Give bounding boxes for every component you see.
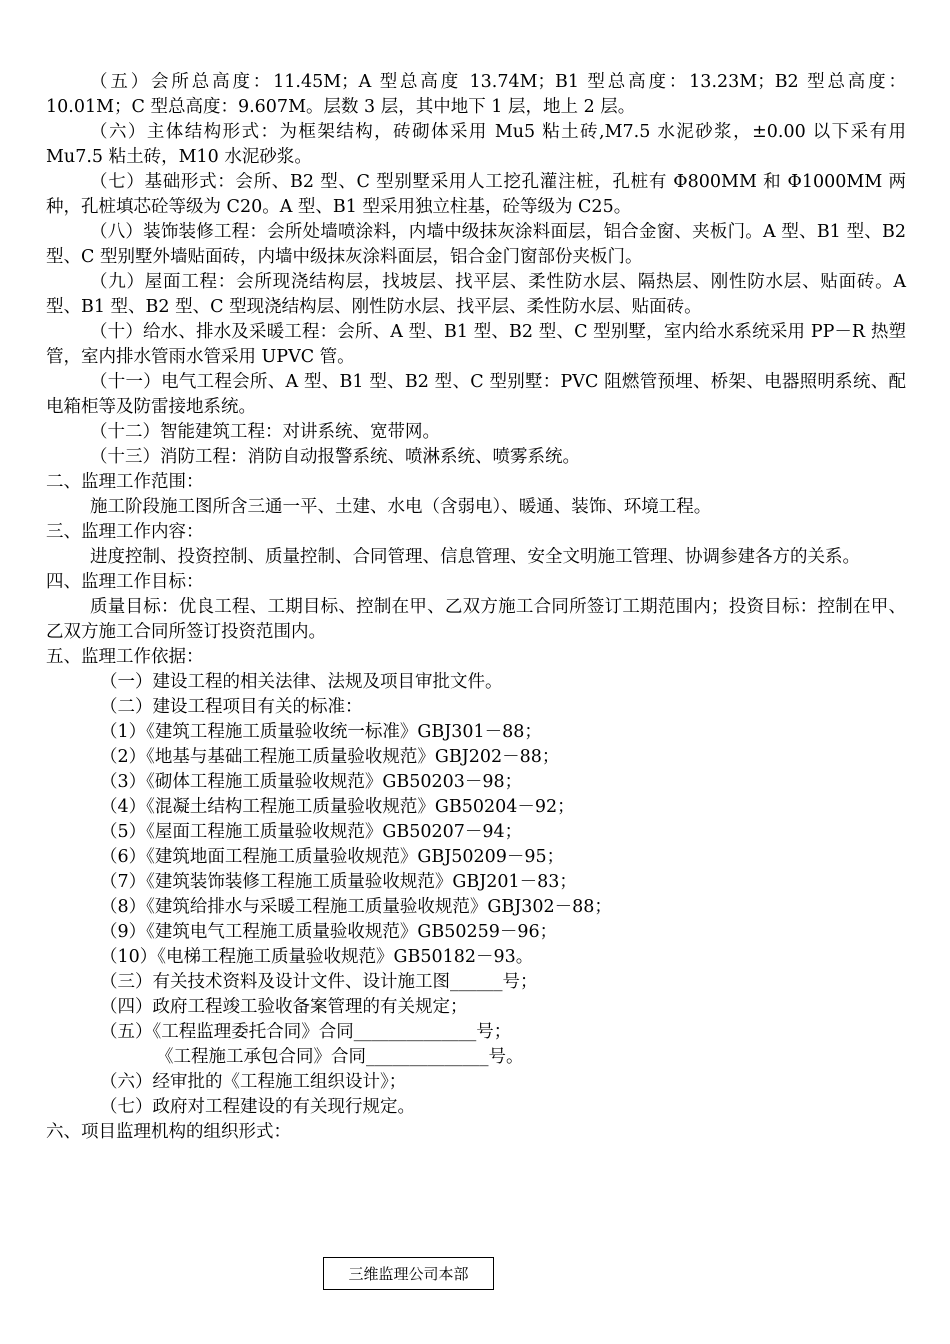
paragraph: （10）《电梯工程施工质量验收规范》GB50182－93。 xyxy=(100,947,534,967)
paragraph: （八）装饰装修工程：会所处墙喷涂料，内墙中级抹灰涂料面层，铝合金窗、夹板门。A 型、B1 型、B2 型、C 型别墅外墙贴面砖，内墙中级抹灰涂料面层，铝合金门窗部份夹板门。 xyxy=(46,222,906,267)
paragraph: （8）《建筑给排水与采暖工程施工质量验收规范》GBJ302－88； xyxy=(100,897,612,917)
section-heading: 二、监理工作范围： xyxy=(46,472,204,492)
paragraph: （十三）消防工程：消防自动报警系统、喷淋系统、喷雾系统。 xyxy=(90,447,580,467)
paragraph: 施工阶段施工图所含三通一平、土建、水电（含弱电）、暖通、装饰、环境工程。 xyxy=(90,497,712,517)
document-body xyxy=(46,70,906,1145)
paragraph: （1）《建筑工程施工质量验收统一标准》GBJ301－88； xyxy=(100,722,542,742)
org-chart-top-box xyxy=(323,1257,494,1290)
paragraph: （4）《混凝土结构工程施工质量验收规范》GB50204－92； xyxy=(100,797,575,817)
paragraph: （二）建设工程项目有关的标准： xyxy=(100,697,363,717)
paragraph: （七）基础形式：会所、B2 型、C 型别墅采用人工挖孔灌注桩，孔桩有 Φ800MM 和 Φ1000MM 两种，孔桩填芯砼等级为 C20。A 型、B1 型采用独立柱基，砼等级为 C25。 xyxy=(46,172,906,217)
paragraph: （十）给水、排水及采暖工程：会所、A 型、B1 型、B2 型、C 型别墅，室内给水系统采用 PP－R 热塑管，室内排水管雨水管采用 UPVC 管。 xyxy=(46,322,906,367)
paragraph: （四）政府工程竣工验收备案管理的有关规定； xyxy=(100,997,468,1017)
paragraph: （7）《建筑装饰装修工程施工质量验收规范》GBJ201－83； xyxy=(100,872,577,892)
paragraph: （9）《建筑电气工程施工质量验收规范》GB50259－96； xyxy=(100,922,558,942)
paragraph: （六）经审批的《工程施工组织设计》； xyxy=(100,1072,407,1092)
paragraph: （5）《屋面工程施工质量验收规范》GB50207－94； xyxy=(100,822,523,842)
paragraph: （五）会所总高度：11.45M；A 型总高度 13.74M；B1 型总高度：13.23M；B2 型总高度：10.01M；C 型总高度：9.607M。层数 3 层，其中地下 1 层，地上 2 层。 xyxy=(46,72,906,117)
paragraph: （七）政府对工程建设的有关现行规定。 xyxy=(100,1097,415,1117)
section-heading: 三、监理工作内容： xyxy=(46,522,204,542)
section-heading: 六、项目监理机构的组织形式： xyxy=(46,1122,291,1142)
paragraph: 质量目标：优良工程、工期目标、控制在甲、乙双方施工合同所签订工期范围内；投资目标：控制在甲、乙双方施工合同所签订投资范围内。 xyxy=(46,597,906,642)
paragraph: （十一）电气工程会所、A 型、B1 型、B2 型、C 型别墅：PVC 阻燃管预埋、桥架、电器照明系统、配电箱柜等及防雷接地系统。 xyxy=(46,372,906,417)
paragraph: 进度控制、投资控制、质量控制、合同管理、信息管理、安全文明施工管理、协调参建各方的关系。 xyxy=(90,547,860,567)
section-heading: 五、监理工作依据： xyxy=(46,647,204,667)
paragraph: （十二）智能建筑工程：对讲系统、宽带网。 xyxy=(90,422,440,442)
paragraph: （九）屋面工程：会所现浇结构层，找坡层、找平层、柔性防水层、隔热层、刚性防水层、贴面砖。A 型、B1 型、B2 型、C 型现浇结构层、刚性防水层、找平层、柔性防水层、贴面砖。 xyxy=(46,272,906,317)
paragraph: （一）建设工程的相关法律、法规及项目审批文件。 xyxy=(100,672,503,692)
section-heading: 四、监理工作目标： xyxy=(46,572,204,592)
paragraph: （3）《砌体工程施工质量验收规范》GB50203－98； xyxy=(100,772,523,792)
paragraph: （2）《地基与基础工程施工质量验收规范》GBJ202－88； xyxy=(100,747,560,767)
paragraph: （五）《工程监理委托合同》合同______________号； xyxy=(100,1022,512,1042)
paragraph: （6）《建筑地面工程施工质量验收规范》GBJ50209－95； xyxy=(100,847,565,867)
org-chart-top-label: 三维监理公司本部 xyxy=(348,1265,469,1283)
paragraph: 《工程施工承包合同》合同______________号。 xyxy=(156,1047,524,1067)
paragraph: （三）有关技术资料及设计文件、设计施工图______号； xyxy=(100,972,538,992)
paragraph: （六）主体结构形式：为框架结构，砖砌体采用 Mu5 粘土砖,M7.5 水泥砂浆，±0.00 以下采有用 Mu7.5 粘土砖，M10 水泥砂浆。 xyxy=(46,122,906,167)
